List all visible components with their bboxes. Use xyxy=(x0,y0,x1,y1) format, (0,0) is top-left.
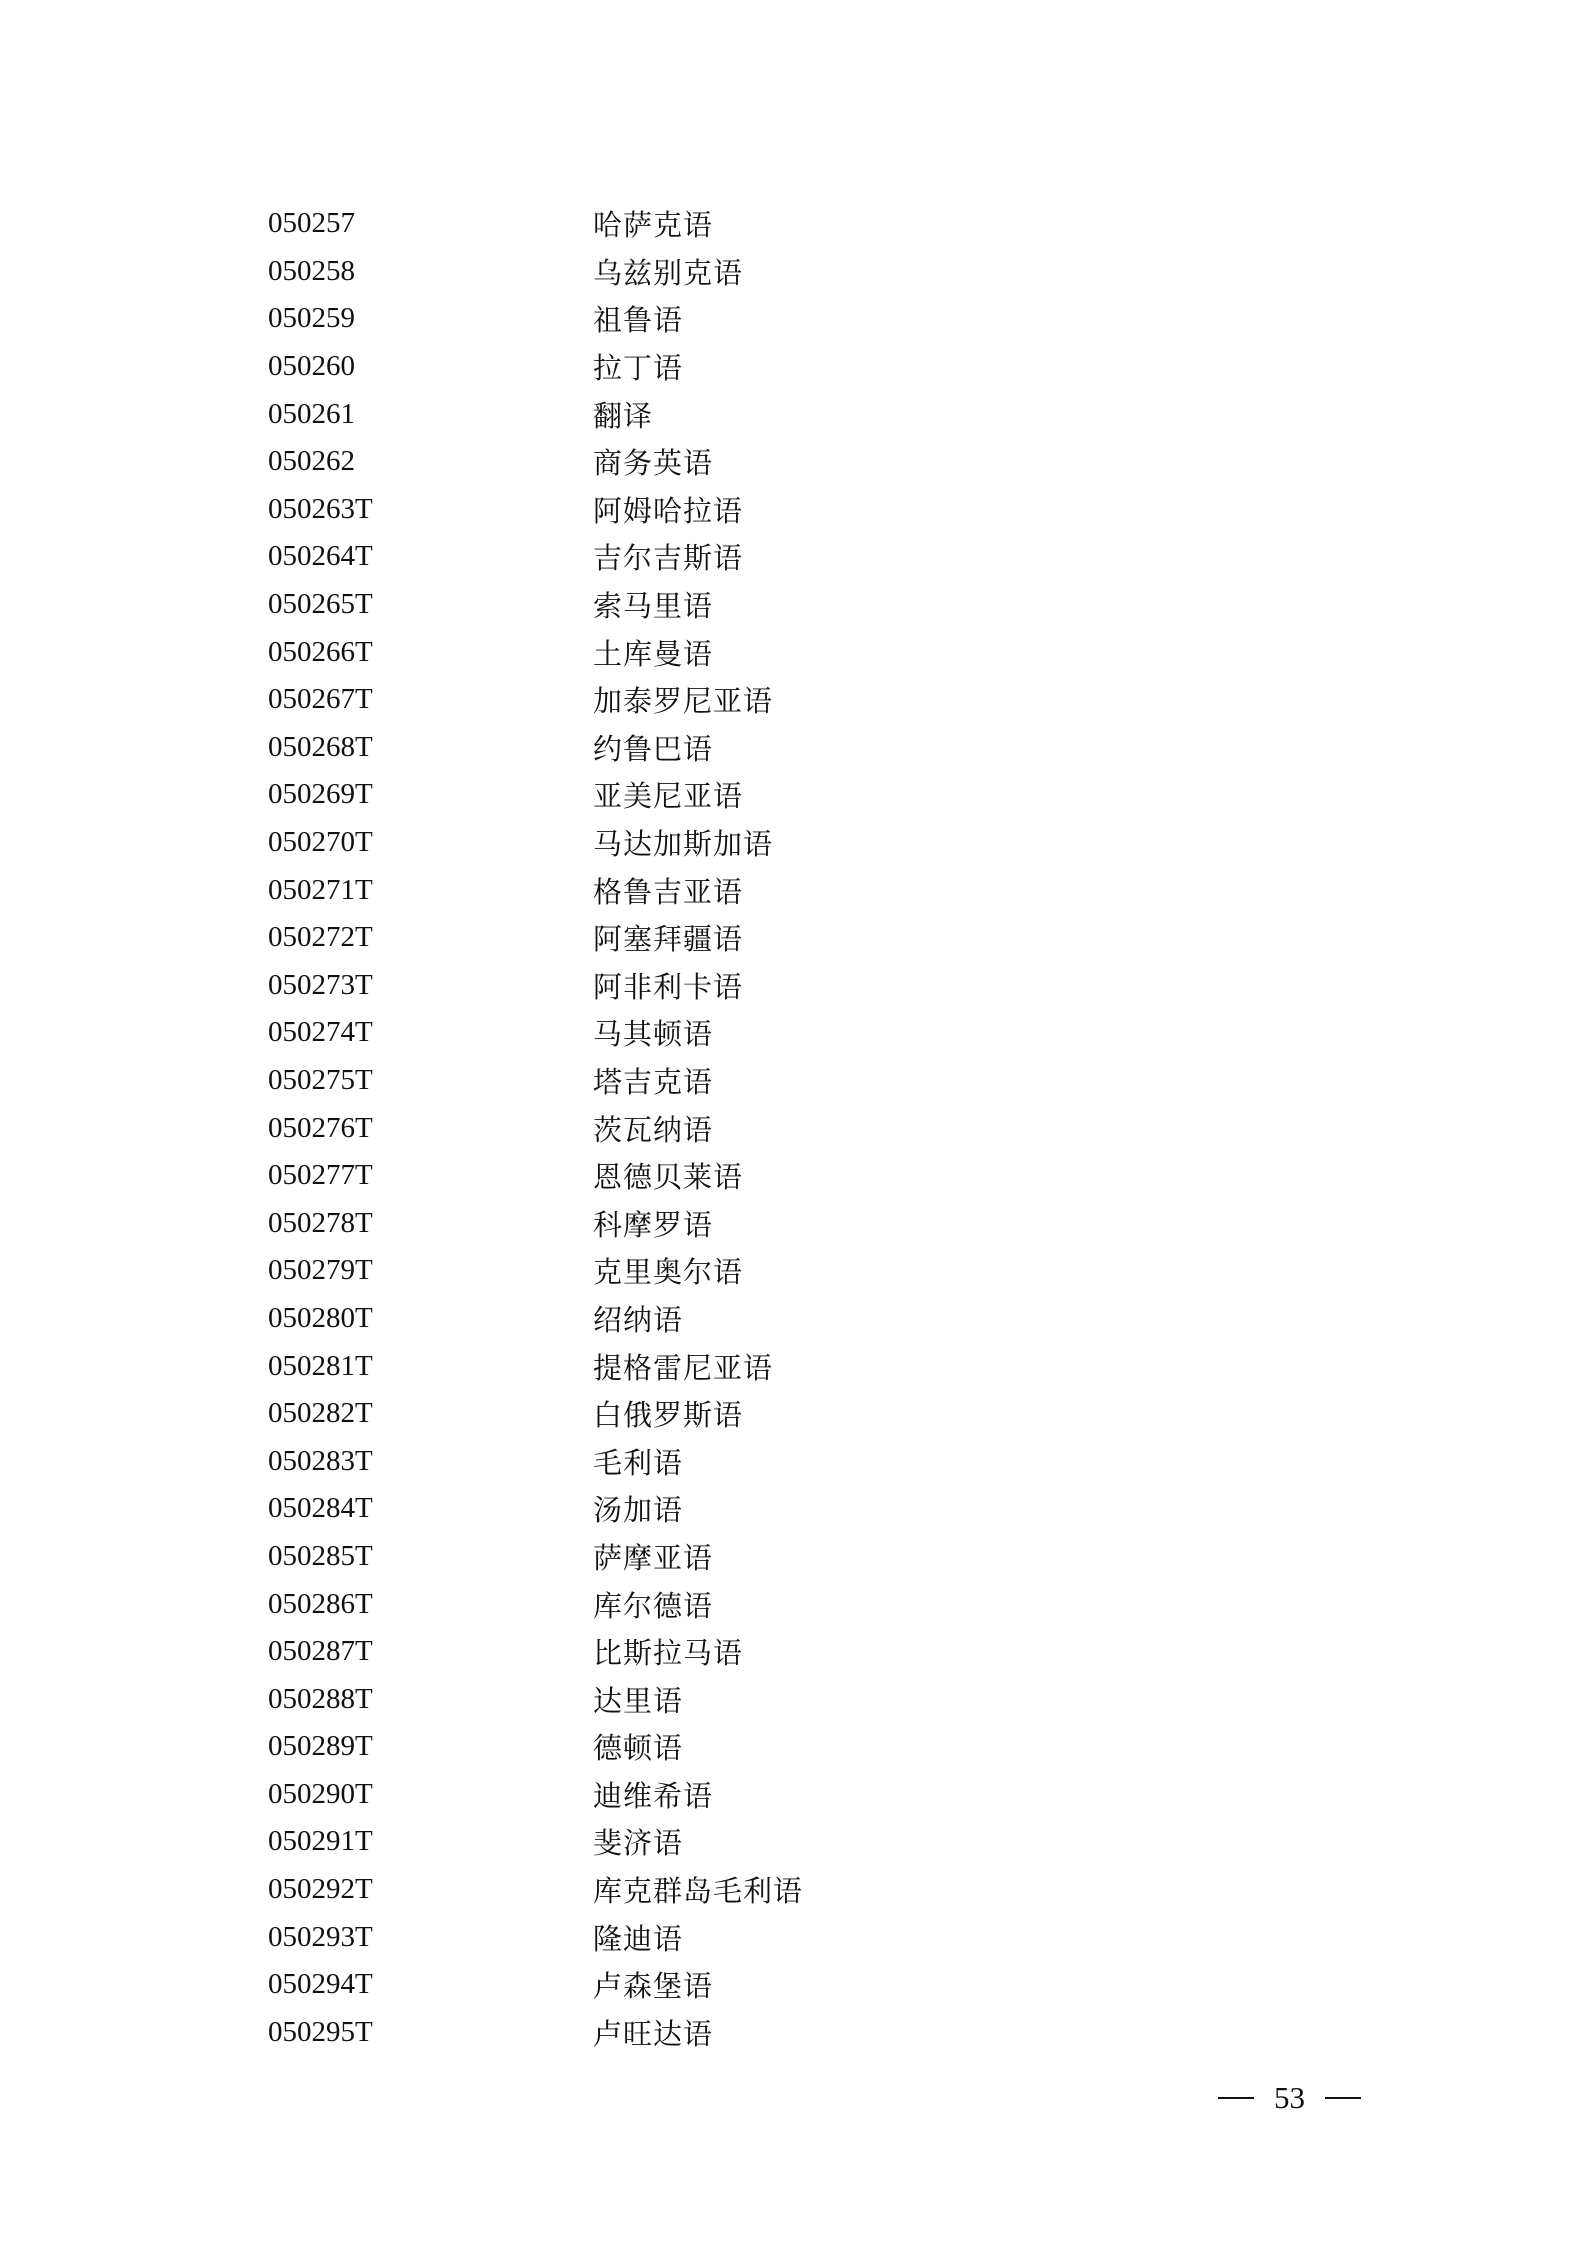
major-name: 隆迪语 xyxy=(593,1921,684,1956)
major-name: 恩德贝莱语 xyxy=(593,1160,744,1195)
list-item xyxy=(268,866,1168,914)
list-item xyxy=(268,200,1168,248)
major-name: 土库曼语 xyxy=(593,636,714,671)
major-name: 迪维希语 xyxy=(593,1778,714,1813)
major-name: 乌兹别克语 xyxy=(593,255,744,290)
list-item xyxy=(268,1342,1168,1390)
list-item xyxy=(268,1771,1168,1819)
major-code: 050282T xyxy=(268,1397,373,1430)
major-name: 毛利语 xyxy=(593,1445,684,1480)
major-name: 绍纳语 xyxy=(593,1302,684,1337)
major-code: 050274T xyxy=(268,1016,373,1049)
major-code: 050257 xyxy=(268,207,355,240)
list-item xyxy=(268,628,1168,676)
list-item xyxy=(268,438,1168,486)
major-code: 050286T xyxy=(268,1587,373,1620)
major-code: 050277T xyxy=(268,1159,373,1192)
major-name: 格鲁吉亚语 xyxy=(593,874,744,909)
list-item xyxy=(268,914,1168,962)
major-code: 050268T xyxy=(268,730,373,763)
major-name: 拉丁语 xyxy=(593,351,684,386)
major-name: 茨瓦纳语 xyxy=(593,1112,714,1147)
list-item xyxy=(268,2009,1168,2057)
major-code-list xyxy=(268,200,1168,2056)
major-code: 050270T xyxy=(268,826,373,859)
list-item xyxy=(268,1818,1168,1866)
major-name: 祖鲁语 xyxy=(593,303,684,338)
major-name: 约鲁巴语 xyxy=(593,731,714,766)
major-name: 阿非利卡语 xyxy=(593,969,744,1004)
major-name: 加泰罗尼亚语 xyxy=(593,684,774,719)
major-code: 050287T xyxy=(268,1635,373,1668)
footer-dash-left xyxy=(1218,2097,1254,2099)
major-code: 050294T xyxy=(268,1968,373,2001)
major-code: 050265T xyxy=(268,588,373,621)
list-item xyxy=(268,724,1168,772)
major-name: 卢森堡语 xyxy=(593,1969,714,2004)
page-number: 53 xyxy=(1274,2080,1305,2115)
major-name: 提格雷尼亚语 xyxy=(593,1350,774,1385)
list-item xyxy=(268,1628,1168,1676)
major-name: 德顿语 xyxy=(593,1731,684,1766)
list-item xyxy=(268,1057,1168,1105)
major-code: 050261 xyxy=(268,397,355,430)
list-item xyxy=(268,962,1168,1010)
major-code: 050260 xyxy=(268,350,355,383)
major-name: 克里奥尔语 xyxy=(593,1255,744,1290)
list-item xyxy=(268,1390,1168,1438)
major-code: 050271T xyxy=(268,873,373,906)
major-name: 比斯拉马语 xyxy=(593,1636,744,1671)
list-item xyxy=(268,533,1168,581)
major-name: 卢旺达语 xyxy=(593,2016,714,2051)
list-item xyxy=(268,1009,1168,1057)
footer-dash-right xyxy=(1325,2097,1361,2099)
list-item xyxy=(268,1295,1168,1343)
major-code: 050273T xyxy=(268,968,373,1001)
major-code: 050262 xyxy=(268,445,355,478)
major-name: 马其顿语 xyxy=(593,1017,714,1052)
major-name: 马达加斯加语 xyxy=(593,827,774,862)
major-name: 科摩罗语 xyxy=(593,1207,714,1242)
major-code: 050266T xyxy=(268,635,373,668)
major-name: 翻译 xyxy=(593,398,654,433)
list-item xyxy=(268,676,1168,724)
major-code: 050288T xyxy=(268,1682,373,1715)
major-name: 白俄罗斯语 xyxy=(593,1398,744,1433)
major-code: 050285T xyxy=(268,1539,373,1572)
list-item xyxy=(268,1247,1168,1295)
list-item xyxy=(268,1866,1168,1914)
major-name: 亚美尼亚语 xyxy=(593,779,744,814)
major-name: 萨摩亚语 xyxy=(593,1540,714,1575)
major-code: 050263T xyxy=(268,492,373,525)
list-item xyxy=(268,390,1168,438)
major-name: 汤加语 xyxy=(593,1493,684,1528)
list-item xyxy=(268,581,1168,629)
list-item xyxy=(268,1152,1168,1200)
major-code: 050275T xyxy=(268,1063,373,1096)
major-code: 050281T xyxy=(268,1349,373,1382)
list-item xyxy=(268,1199,1168,1247)
major-code: 050291T xyxy=(268,1825,373,1858)
major-code: 050258 xyxy=(268,254,355,287)
major-name: 斐济语 xyxy=(593,1826,684,1861)
major-name: 达里语 xyxy=(593,1683,684,1718)
major-code: 050279T xyxy=(268,1254,373,1287)
list-item xyxy=(268,819,1168,867)
major-code: 050283T xyxy=(268,1444,373,1477)
major-name: 索马里语 xyxy=(593,589,714,624)
list-item xyxy=(268,1675,1168,1723)
major-code: 050284T xyxy=(268,1492,373,1525)
major-code: 050289T xyxy=(268,1730,373,1763)
major-name: 库克群岛毛利语 xyxy=(593,1874,804,1909)
major-code: 050278T xyxy=(268,1206,373,1239)
list-item xyxy=(268,1580,1168,1628)
list-item xyxy=(268,771,1168,819)
major-code: 050292T xyxy=(268,1873,373,1906)
list-item xyxy=(268,248,1168,296)
major-code: 050280T xyxy=(268,1301,373,1334)
list-item xyxy=(268,295,1168,343)
list-item xyxy=(268,1723,1168,1771)
major-code: 050269T xyxy=(268,778,373,811)
list-item xyxy=(268,1437,1168,1485)
major-code: 050290T xyxy=(268,1777,373,1810)
major-name: 塔吉克语 xyxy=(593,1064,714,1099)
list-item xyxy=(268,1533,1168,1581)
major-name: 哈萨克语 xyxy=(593,208,714,243)
list-item xyxy=(268,1913,1168,1961)
major-code: 050272T xyxy=(268,921,373,954)
list-item xyxy=(268,1104,1168,1152)
major-name: 商务英语 xyxy=(593,446,714,481)
major-code: 050276T xyxy=(268,1111,373,1144)
list-item xyxy=(268,343,1168,391)
major-code: 050293T xyxy=(268,1920,373,1953)
list-item xyxy=(268,1961,1168,2009)
major-code: 050267T xyxy=(268,683,373,716)
list-item xyxy=(268,1485,1168,1533)
major-code: 050295T xyxy=(268,2015,373,2048)
major-code: 050259 xyxy=(268,302,355,335)
major-name: 库尔德语 xyxy=(593,1588,714,1623)
major-name: 阿姆哈拉语 xyxy=(593,493,744,528)
major-code: 050264T xyxy=(268,540,373,573)
list-item xyxy=(268,486,1168,534)
major-name: 阿塞拜疆语 xyxy=(593,922,744,957)
page-footer xyxy=(1218,2080,1361,2116)
major-name: 吉尔吉斯语 xyxy=(593,541,744,576)
